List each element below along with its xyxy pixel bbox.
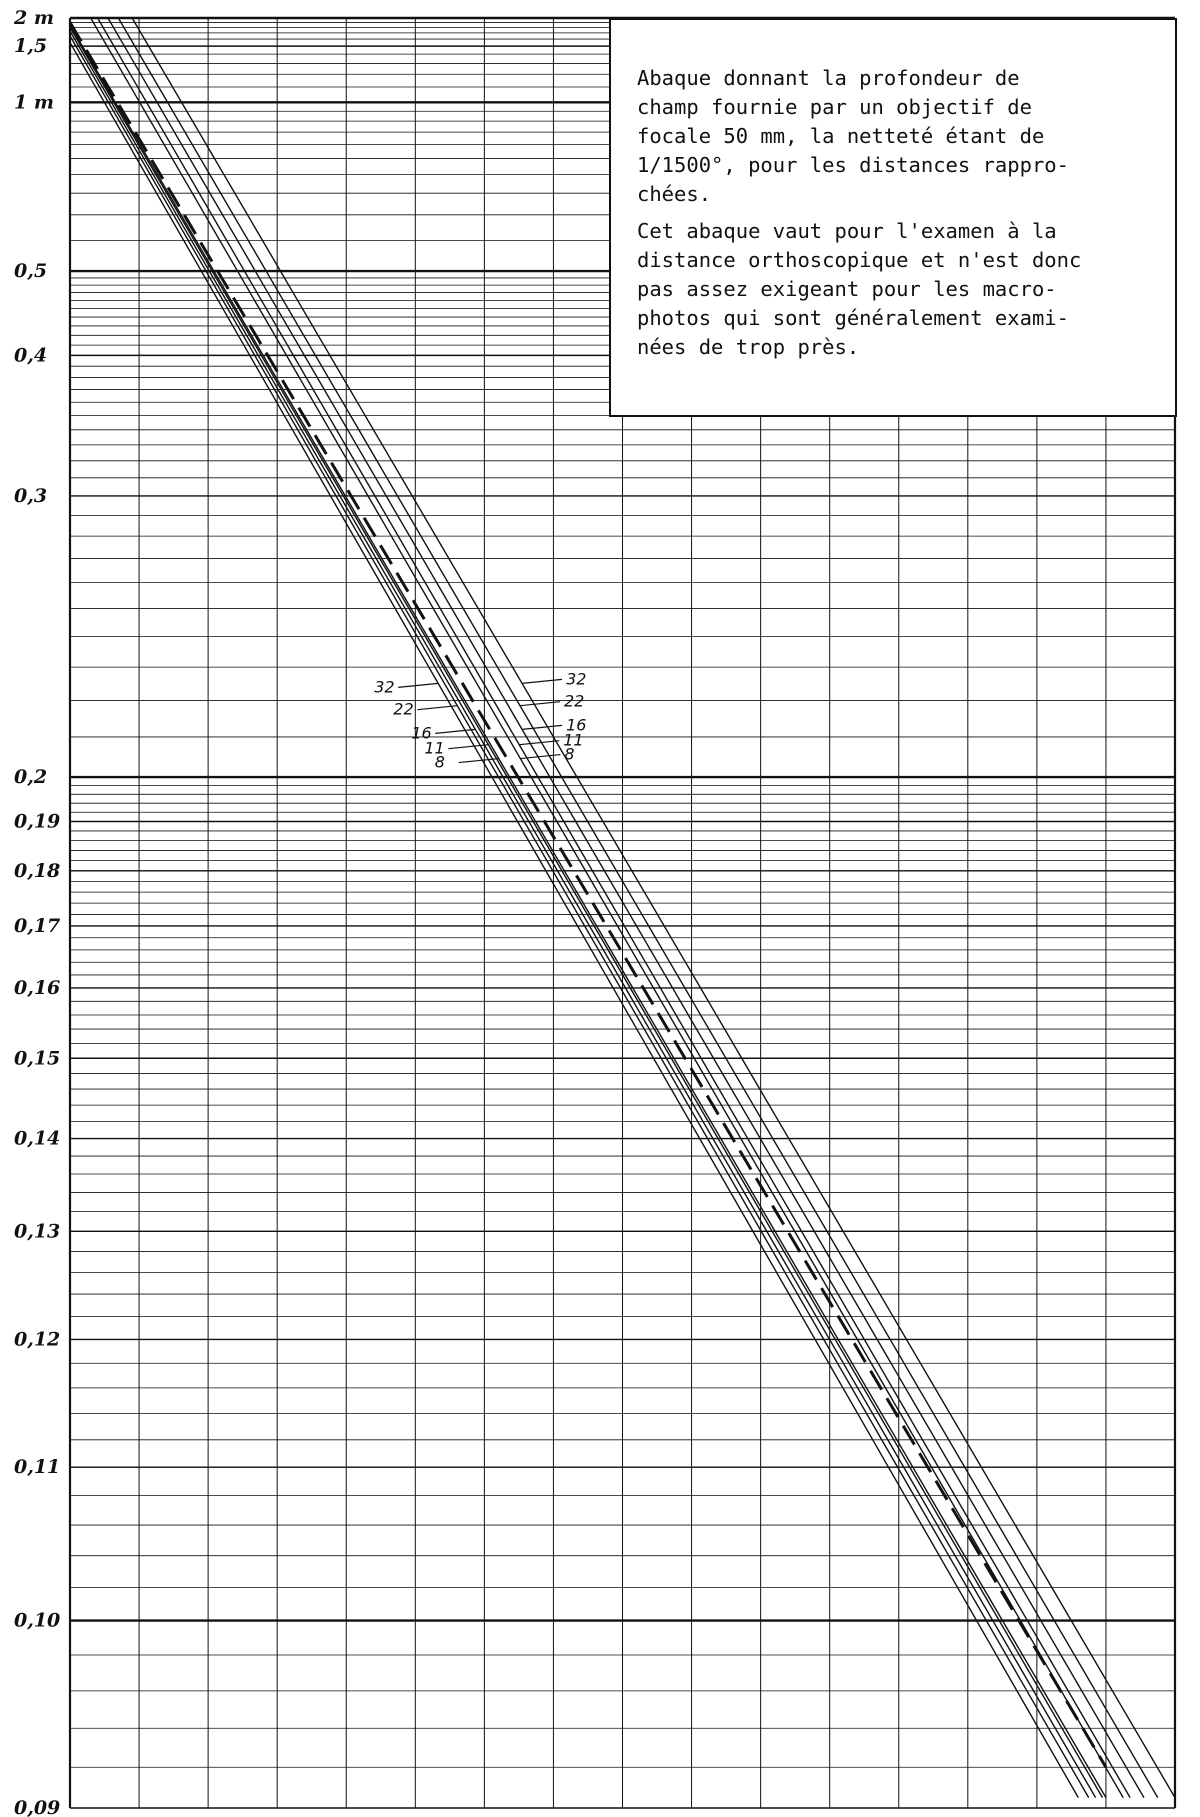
y-axis-labels [13, 7, 60, 1817]
y-tick-label: 0,11 [14, 1456, 61, 1479]
curve-label-right-8: 8 [564, 744, 575, 764]
curve-label-left-32: 32 [374, 677, 395, 697]
y-tick-label: 0,13 [14, 1220, 61, 1243]
caption-paragraph-2: Cet abaque vaut pour l'examen à la distance orthoscopique et n'est donc pas assez exigeant pour les macro- photos qui sont généralement exami- nées de trop près. [637, 219, 1082, 359]
curve-label-left-22: 22 [393, 699, 414, 719]
y-tick-label: 0,5 [14, 260, 48, 283]
y-tick-label: 0,12 [14, 1328, 61, 1351]
curve-label-left-8: 8 [434, 752, 445, 772]
y-tick-label: 1,5 [14, 35, 48, 58]
y-tick-label: 0,4 [14, 344, 48, 367]
y-tick-label: 0,18 [14, 859, 61, 882]
annotation-leader-right-16 [522, 725, 562, 729]
annotation-leader-left-22 [417, 706, 457, 710]
y-tick-label: 0,15 [14, 1047, 61, 1070]
caption-box [609, 18, 1177, 417]
y-tick-label: 0,2 [14, 766, 48, 789]
y-tick-label: 1 m [14, 91, 54, 114]
annotation-leader-right-32 [522, 679, 562, 683]
curve-label-right-22: 22 [563, 691, 585, 711]
y-tick-label: 0,19 [14, 810, 61, 833]
y-tick-label: 0,17 [14, 914, 61, 937]
annotation-leader-left-16 [435, 729, 475, 733]
curve-label-right-32: 32 [566, 669, 587, 689]
curve-label-right-16: 16 [566, 715, 587, 735]
y-tick-label: 0,14 [14, 1127, 61, 1150]
y-tick-label: 0,10 [14, 1609, 61, 1632]
annotation-leader-left-32 [398, 683, 438, 687]
curve-label-right-11: 11 [563, 730, 584, 750]
curve-label-left-11: 11 [424, 738, 445, 758]
caption-paragraph-1: Abaque donnant la profondeur de champ fournie par un objectif de focale 50 mm, la netteté étant de 1/1500°, pour les distances rappro- chées. [637, 66, 1069, 206]
annotation-leader-right-22 [520, 702, 560, 706]
y-tick-label: 0,3 [14, 484, 48, 507]
curve-label-left-16: 16 [411, 723, 432, 743]
y-tick-label: 2 m [14, 7, 54, 29]
y-tick-label: 0,09 [14, 1797, 61, 1817]
y-tick-label: 0,16 [14, 976, 61, 999]
